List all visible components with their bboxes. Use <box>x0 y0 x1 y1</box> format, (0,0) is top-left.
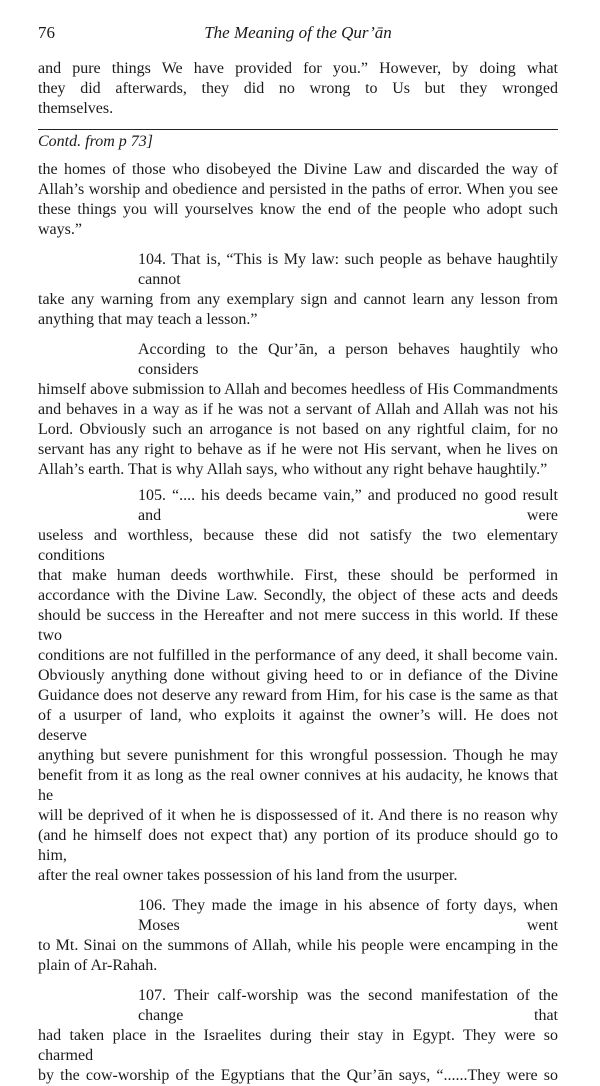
page-number: 76 <box>38 23 55 42</box>
text-line: servant has any right to behave as if he were not His servant, when he lives on <box>38 441 558 458</box>
text-line: will be deprived of it when he is dispossessed of it. And there is no reason why <box>38 807 558 824</box>
main-text <box>38 59 558 119</box>
note-104-continued <box>38 340 558 480</box>
text-line: that make human deeds worthwhile. First, these should be performed in <box>38 567 558 584</box>
text-line: Guidance does not deserve any reward from Him, for his case is the same as that <box>38 687 558 704</box>
text-line: 104. That is, “This is My law: such people as behave haughtily cannot <box>138 251 558 288</box>
text-line: they did afterwards, they did no wrong to Us but they wronged <box>38 80 558 97</box>
text-line: themselves. <box>38 100 114 117</box>
text-line: ways.” <box>38 221 82 238</box>
text-line: Allah’s worship and obedience and persisted in the paths of error. When you see <box>38 181 558 198</box>
text-line: of a usurper of land, who exploits it against the owner’s will. He does not deserve <box>38 707 558 744</box>
text-line: should be success in the Hereafter and not mere success in this world. If these two <box>38 607 558 644</box>
text-line: benefit from it as long as the real owner connives at his audacity, he knows that he <box>38 767 558 804</box>
text-line: and behaves in a way as if he was not a servant of Allah and Allah was not his <box>38 401 558 418</box>
footnote-paragraph <box>38 160 558 240</box>
text-line: conditions are not fulfilled in the performance of any deed, it shall become vain. <box>38 647 558 664</box>
text-line: useless and worthless, because these did not satisfy the two elementary conditions <box>38 527 558 564</box>
text-line: himself above submission to Allah and becomes heedless of His Commandments <box>38 381 558 398</box>
note-104 <box>38 250 558 330</box>
note-106 <box>38 896 558 976</box>
text-line: and pure things We have provided for you.” However, by doing what <box>38 60 558 77</box>
running-title: The Meaning of the Qur’ān <box>204 23 392 42</box>
footnote-divider <box>38 129 558 130</box>
text-line: According to the Qur’ān, a person behaves haughtily who considers <box>138 341 558 378</box>
text-line: 107. Their calf-worship was the second manifestation of the change that <box>138 987 558 1024</box>
text-line: accordance with the Divine Law. Secondly, the object of these acts and deeds <box>38 587 558 604</box>
footnote-continuation-label: Contd. from p 73] <box>38 133 153 150</box>
text-line: 106. They made the image in his absence of forty days, when Moses went <box>138 897 558 934</box>
text-line: 105. “.... his deeds became vain,” and produced no good result and were <box>138 487 558 524</box>
text-line: by the cow-worship of the Egyptians that the Qur’ān says, “......They were so <box>38 1067 558 1084</box>
text-line: Allah’s earth. That is why Allah says, who without any right behave haughtily.” <box>38 461 548 478</box>
text-line: had taken place in the Israelites during their stay in Egypt. They were so charmed <box>38 1027 558 1064</box>
text-line: these things you will yourselves know the end of the people who adopt such <box>38 201 558 218</box>
text-line: Obviously anything done without giving heed to or in defiance of the Divine <box>38 667 558 684</box>
page-header <box>38 22 558 44</box>
page-body <box>38 59 558 1086</box>
text-line: anything but severe punishment for this wrongful possession. Though he may <box>38 747 558 764</box>
text-line: after the real owner takes possession of his land from the usurper. <box>38 867 458 884</box>
text-line: Lord. Obviously such an arrogance is not based on any rightful claim, for no <box>38 421 558 438</box>
text-line: to Mt. Sinai on the summons of Allah, while his people were encamping in the <box>38 937 558 954</box>
note-105 <box>38 486 558 886</box>
note-107 <box>38 986 558 1086</box>
text-line: anything that may teach a lesson.” <box>38 311 258 328</box>
text-line: take any warning from any exemplary sign and cannot learn any lesson from <box>38 291 558 308</box>
text-line: the homes of those who disobeyed the Divine Law and discarded the way of <box>38 161 558 178</box>
text-line: plain of Ar-Rahah. <box>38 957 158 974</box>
text-line: (and he himself does not expect that) any portion of its produce should go to him, <box>38 827 558 864</box>
